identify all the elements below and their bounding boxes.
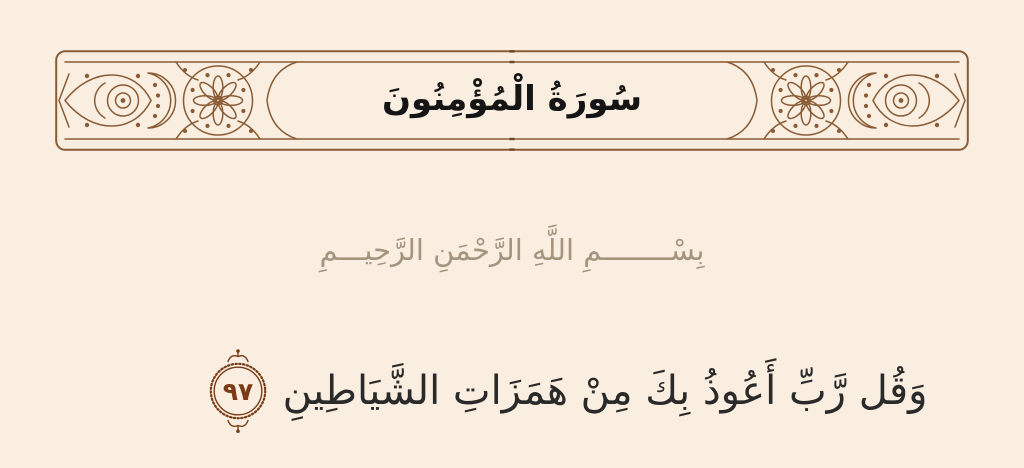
bismillah: بِسْــــــــمِ اللَّهِ الرَّحْمَنِ الرَّحِيـــمِ (319, 233, 705, 267)
ayah-medallion-ornament (207, 348, 269, 434)
surah-header-banner (55, 50, 969, 151)
ayah-number: ٩٧ (222, 377, 253, 406)
verse-line (55, 336, 1024, 446)
verse-text: وَقُل رَّبِّ أَعُوذُ بِكَ مِنْ هَمَزَاتِ الشَّيَاطِينِ (282, 368, 928, 414)
ayah-number-medallion (207, 348, 269, 434)
surah-title: سُورَةُ الْمُؤْمِنُونَ (381, 78, 643, 119)
